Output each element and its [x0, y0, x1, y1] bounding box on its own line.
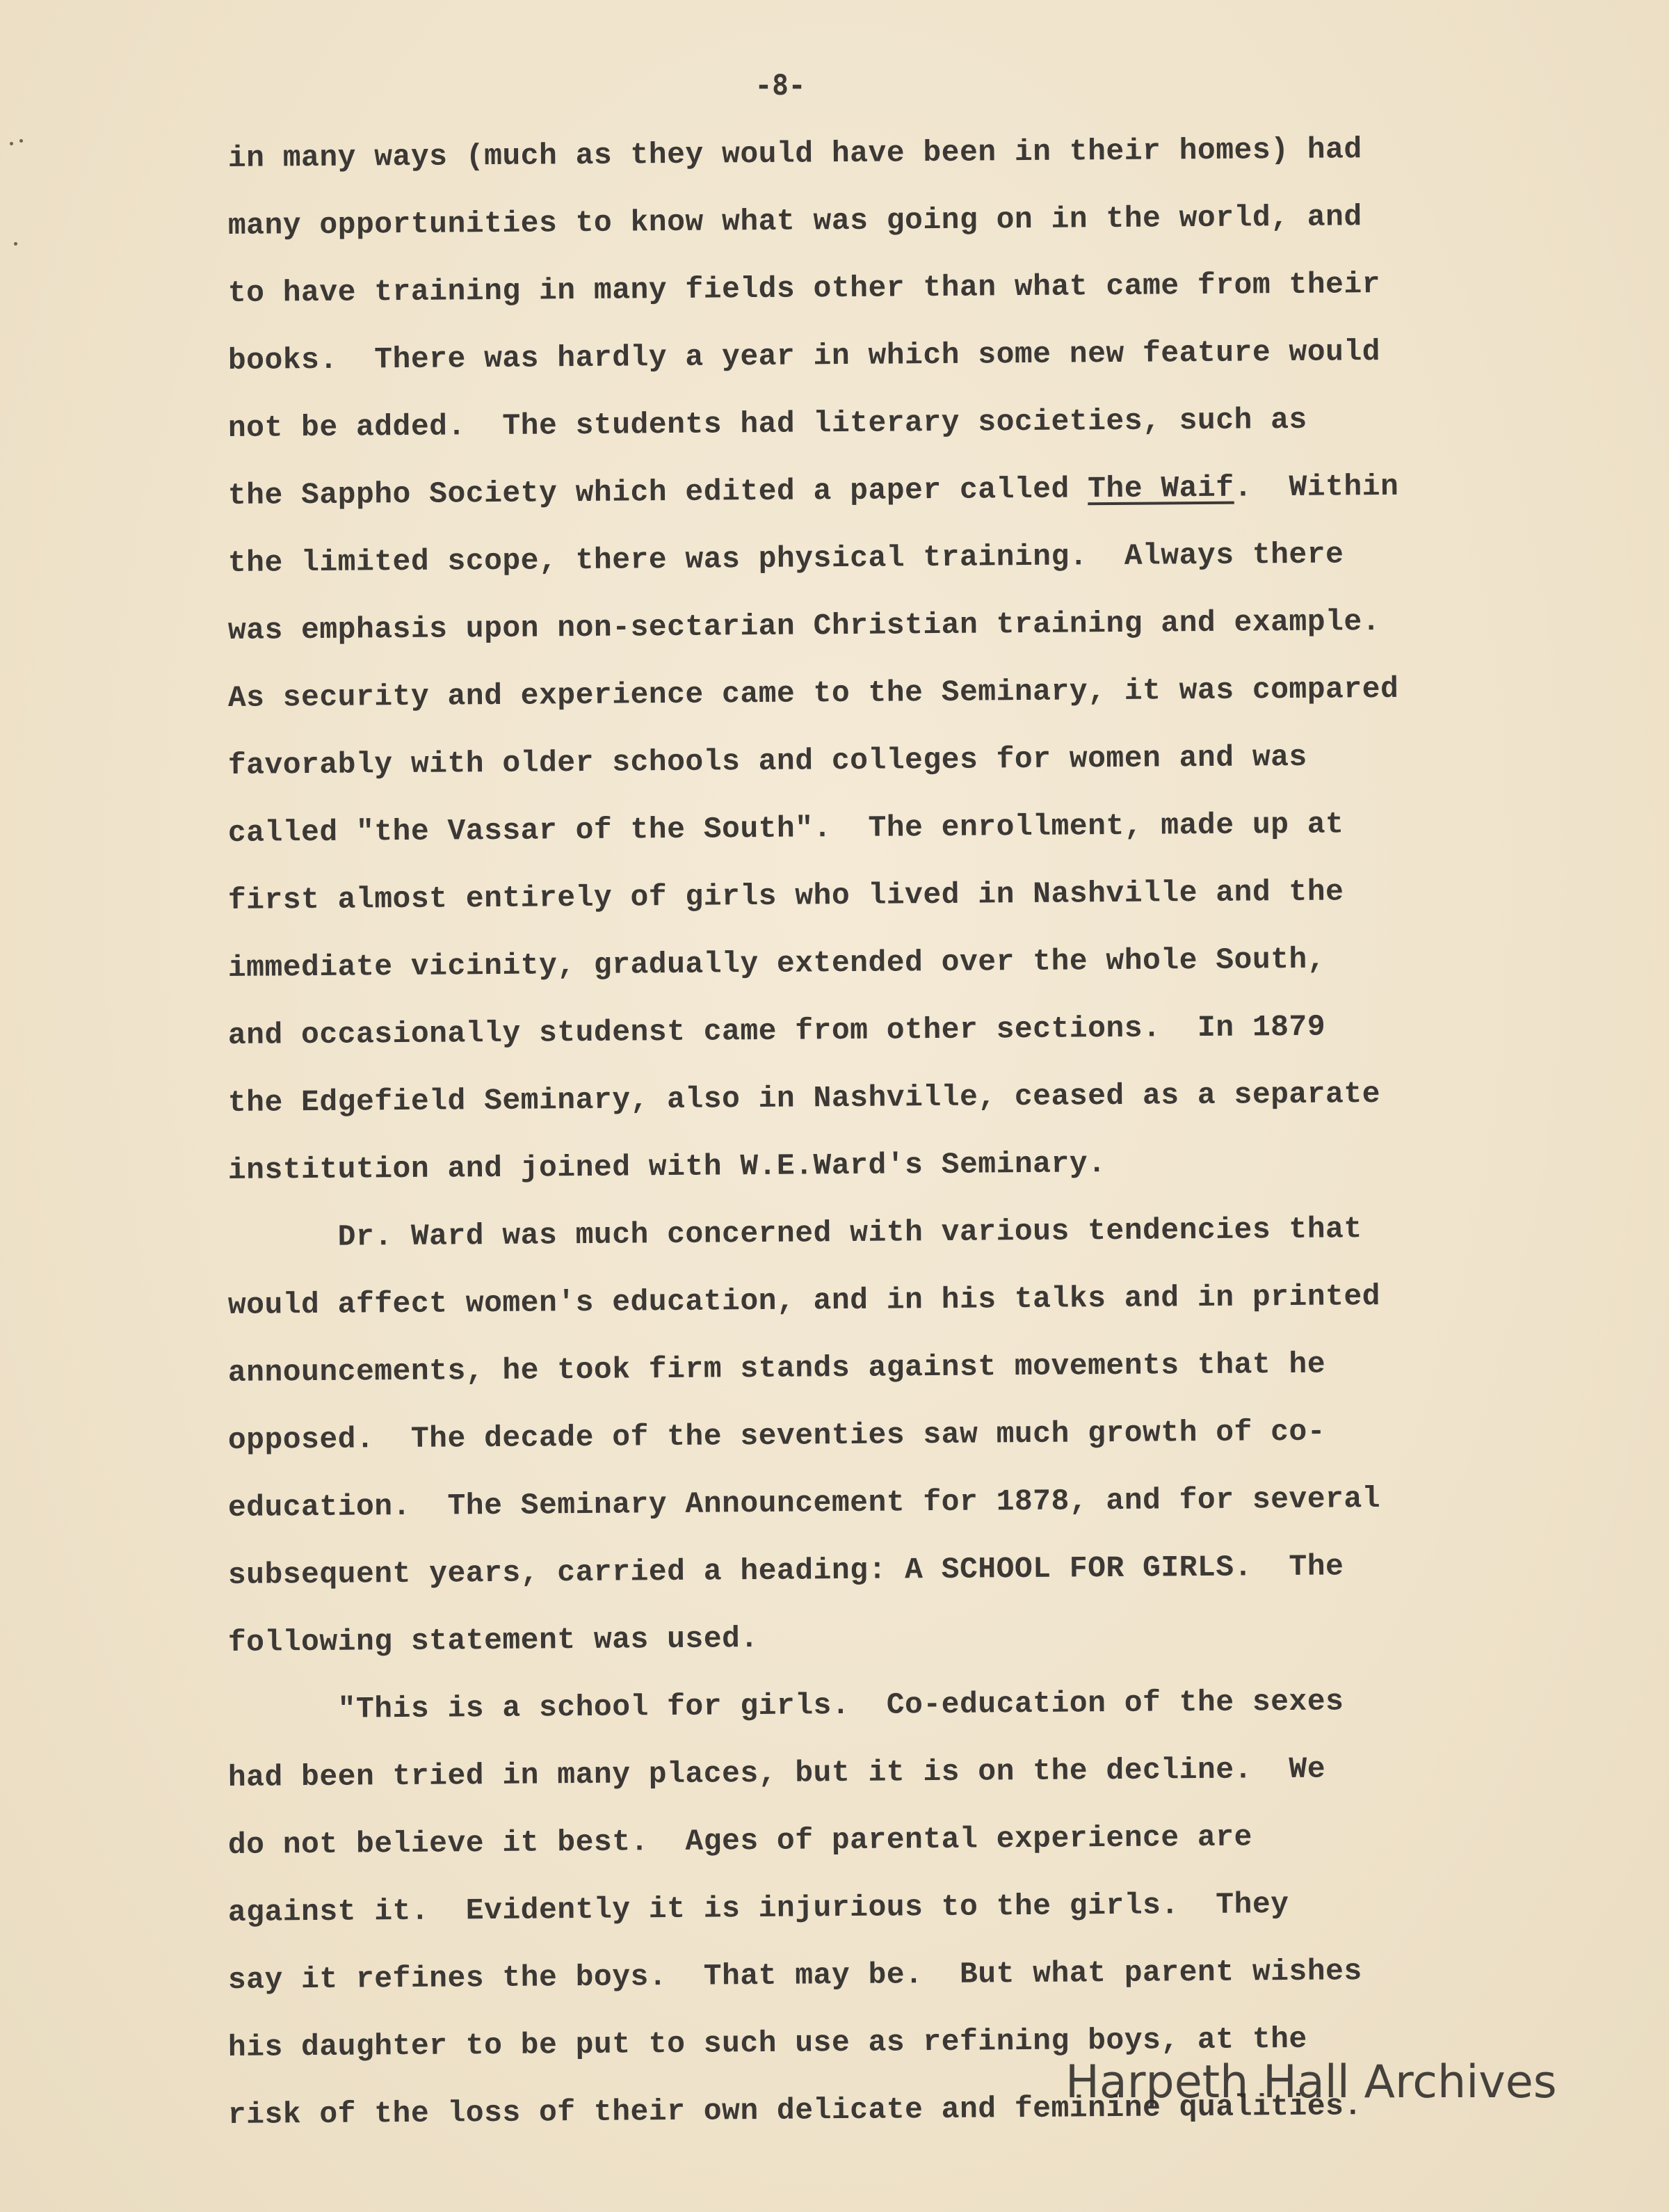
text-line: subsequent years, carried a heading: A SCHOOL FOR GIRLS. The [227, 1549, 1344, 1592]
text-line: to have training in many fields other than what came from their [227, 266, 1381, 310]
text-line: do not believe it best. Ages of parental experience are [227, 1820, 1253, 1862]
page-number: -8- [755, 70, 806, 102]
text-line: Dr. Ward was much concerned with various tendencies that [227, 1212, 1362, 1255]
text-line: in many ways (much as they would have been in their homes) had [227, 132, 1362, 175]
text-line: would affect women's education, and in his talks and in printed [227, 1279, 1381, 1322]
text-line: against it. Evidently it is injurious to the girls. They [227, 1887, 1289, 1930]
text-line: was emphasis upon non-sectarian Christian training and example. [227, 604, 1381, 648]
text-line: the Edgefield Seminary, also in Nashville, ceased as a separate [227, 1076, 1381, 1120]
archive-watermark: Harpeth Hall Archives [1065, 2056, 1557, 2108]
text-line: many opportunities to know what was going on in the world, and [227, 200, 1362, 243]
text-line: not be added. The students had literary societies, such as [227, 402, 1307, 445]
typed-text-body [227, 132, 1522, 2161]
text-line: first almost entirely of girls who lived in Nashville and the [227, 874, 1344, 917]
text-line: books. There was hardly a year in which some new feature would [227, 334, 1381, 378]
text-line: favorably with older schools and colleges for women and was [227, 739, 1307, 783]
margin-mark [10, 142, 13, 145]
text-fragment: . Within [1234, 469, 1399, 505]
text-line: say it refines the boys. That may be. But what parent wishes [227, 1954, 1362, 1997]
text-line: As security and experience came to the Seminary, it was compared [227, 671, 1399, 715]
text-line: called "the Vassar of the South". The enrollment, made up at [227, 807, 1344, 850]
text-line: and occasionally studenst came from other sections. In 1879 [227, 1009, 1326, 1052]
underlined-publication-title: The Waif [1087, 470, 1234, 506]
text-line: immediate vicinity, gradually extended over the whole South, [227, 942, 1326, 985]
text-line: education. The Seminary Announcement for 1878, and for several [227, 1481, 1381, 1525]
text-line: following statement was used. [227, 1621, 759, 1660]
text-fragment: the Sappho Society which edited a paper called [227, 472, 1088, 513]
text-line [228, 463, 1522, 541]
margin-mark [19, 139, 23, 143]
text-line: opposed. The decade of the seventies saw much growth of co- [227, 1414, 1326, 1457]
text-line: announcements, he took firm stands against movements that he [227, 1347, 1326, 1390]
text-line: institution and joined with W.E.Ward's Seminary. [227, 1146, 1106, 1187]
text-line: risk of the loss of their own delicate and feminine qualities. [227, 2089, 1362, 2132]
text-line: had been tried in many places, but it is on the decline. We [227, 1752, 1326, 1795]
text-line: his daughter to be put to such use as refining boys, at the [227, 2021, 1307, 2065]
margin-mark [14, 242, 17, 246]
text-line: "This is a school for girls. Co-education of the sexes [227, 1684, 1344, 1727]
text-line: the limited scope, there was physical training. Always there [227, 537, 1344, 580]
